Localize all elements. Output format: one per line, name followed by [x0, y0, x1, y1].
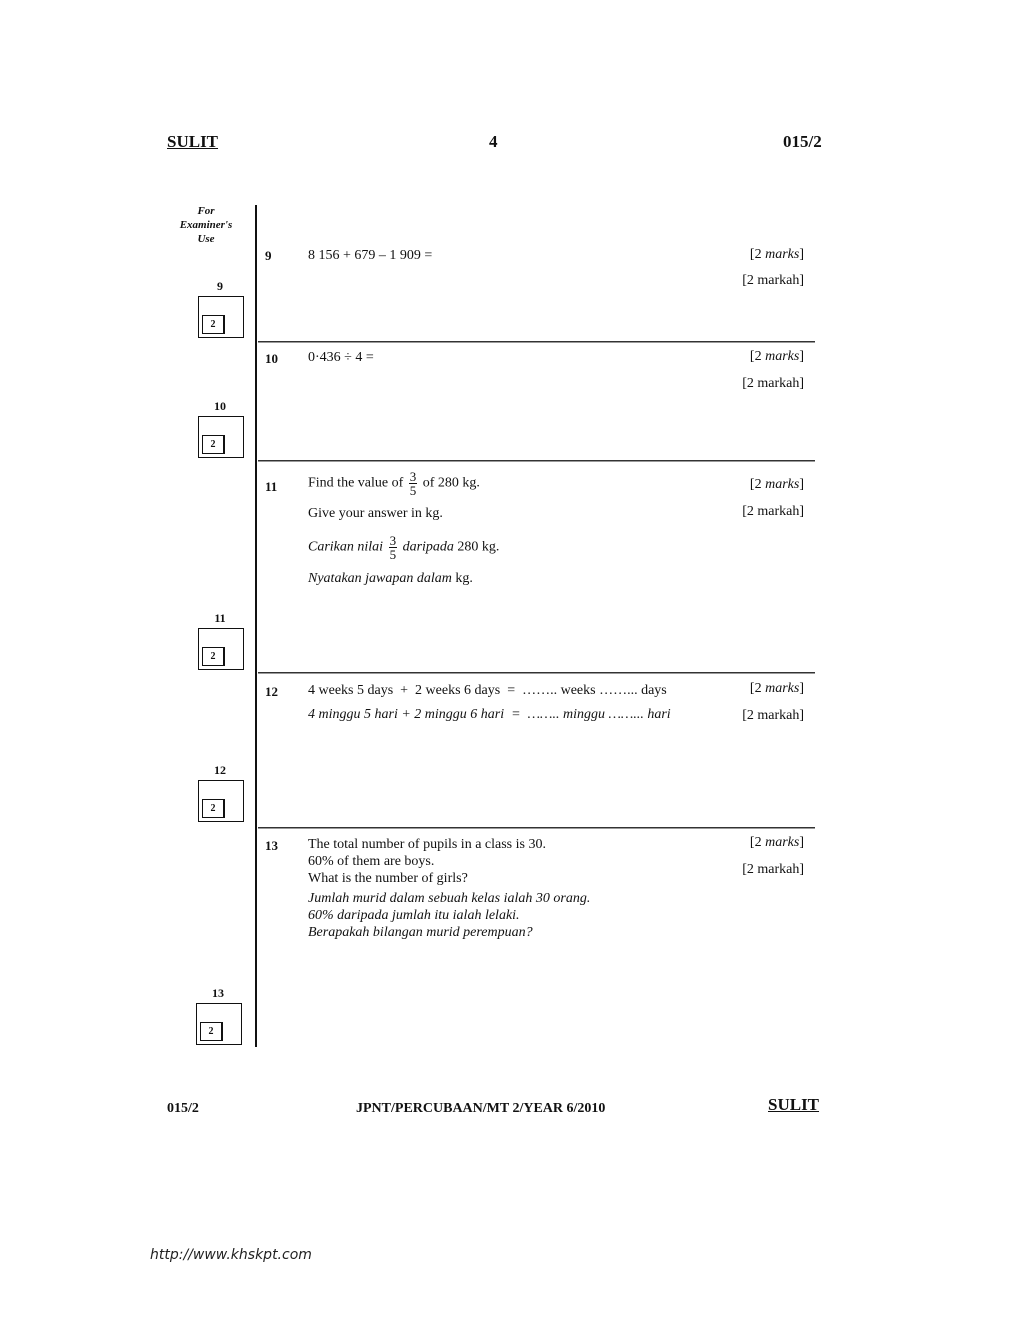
question-11-line-4: [308, 570, 473, 587]
q11-ms-prefix: Carikan nilai: [308, 539, 384, 555]
marks-ms: [2 markah]: [742, 862, 804, 877]
footer-sulit: SULIT: [768, 1095, 820, 1114]
paper-code: 015/2: [783, 132, 822, 151]
question-separator: [258, 341, 815, 343]
score-box-number: 9: [217, 279, 223, 293]
footer-code: 015/2: [167, 1101, 199, 1116]
q13-line: The total number of pupils in a class is 30.: [308, 837, 546, 852]
score-box-number: 12: [214, 763, 226, 777]
marks-en: [2 marks]: [749, 681, 804, 696]
question-number: 10: [265, 351, 278, 366]
fraction-numerator: 3: [409, 469, 417, 484]
score-box-number: 13: [212, 986, 224, 1000]
q11-prefix: Find the value of: [308, 475, 404, 491]
question-separator: [258, 672, 815, 674]
q11-ms-italic: Nyatakan jawapan dalam: [308, 571, 452, 586]
question-separator: [258, 460, 815, 462]
marks-ms: [2 markah]: [742, 376, 804, 391]
question-10-text: 0·436 ÷ 4 =: [308, 350, 374, 365]
question-number: 13: [265, 838, 278, 853]
examiner-use-label: [170, 204, 242, 246]
score-box: [198, 628, 244, 670]
examiner-label-line: Examiner's: [179, 219, 233, 231]
header-sulit: SULIT: [167, 132, 219, 151]
examiner-label-line: Use: [197, 233, 215, 245]
score-box-number: 10: [214, 399, 226, 413]
score-box: [198, 780, 244, 822]
q13-line: 60% of them are boys.: [308, 854, 435, 869]
question-number: 11: [265, 479, 278, 494]
score-box: [198, 416, 244, 458]
marks-en-label: [2 marks]: [749, 247, 804, 262]
source-url[interactable]: http://www.khskpt.com: [150, 1247, 312, 1263]
q11-ms-unit: kg.: [455, 571, 473, 586]
question-9-text: 8 156 + 679 – 1 909 =: [308, 248, 433, 263]
question-12-line-2: 4 minggu 5 hari + 2 minggu 6 hari = …….. minggu ……... hari: [308, 707, 671, 722]
question-13-text-en: [308, 836, 546, 887]
max-score: 2: [200, 1022, 223, 1041]
q13-ms-line: Berapakah bilangan murid perempuan?: [308, 925, 533, 940]
fraction: [389, 534, 398, 561]
fraction-denominator: 5: [389, 547, 397, 562]
marks-ms: [2 markah]: [742, 504, 804, 519]
max-score: 2: [202, 647, 225, 666]
marks-ms: [2 markah]: [742, 273, 804, 288]
q11-suffix: of 280 kg.: [422, 475, 480, 491]
q13-ms-line: Jumlah murid dalam sebuah kelas ialah 30 orang.: [308, 891, 591, 906]
score-box: [198, 296, 244, 338]
fraction: [409, 470, 418, 497]
marks-en: [724, 247, 804, 263]
question-11-line-3: [308, 534, 499, 561]
score-box-number: 11: [214, 611, 226, 625]
footer-reference: JPNT/PERCUBAAN/MT 2/YEAR 6/2010: [356, 1101, 606, 1116]
q11-ms-tail: 280 kg.: [457, 539, 500, 555]
examiner-label-line: For: [197, 205, 215, 217]
question-12-line-1: 4 weeks 5 days + 2 weeks 6 days = …….. weeks ……... days: [308, 683, 667, 698]
question-separator: [258, 827, 815, 829]
fraction-numerator: 3: [389, 533, 397, 548]
margin-rule: [255, 205, 257, 1047]
score-box: [196, 1003, 242, 1045]
marks-en: [2 marks]: [749, 835, 804, 850]
page-number: 4: [489, 132, 498, 151]
max-score: 2: [202, 315, 225, 334]
question-11-line-1: [308, 470, 480, 497]
question-number: 12: [265, 684, 278, 699]
question-number: 9: [265, 248, 272, 263]
q11-ms-suffix: daripada: [402, 539, 454, 555]
q13-ms-line: 60% daripada jumlah itu ialah lelaki.: [308, 908, 520, 923]
marks-en: [2 marks]: [749, 349, 804, 364]
q13-line: What is the number of girls?: [308, 871, 468, 886]
marks-en: [2 marks]: [749, 477, 804, 492]
max-score: 2: [202, 435, 225, 454]
question-11-line-2: Give your answer in kg.: [308, 506, 443, 521]
marks-ms: [2 markah]: [742, 708, 804, 723]
question-13-text-ms: [308, 890, 590, 941]
max-score: 2: [202, 799, 225, 818]
fraction-denominator: 5: [409, 483, 417, 498]
